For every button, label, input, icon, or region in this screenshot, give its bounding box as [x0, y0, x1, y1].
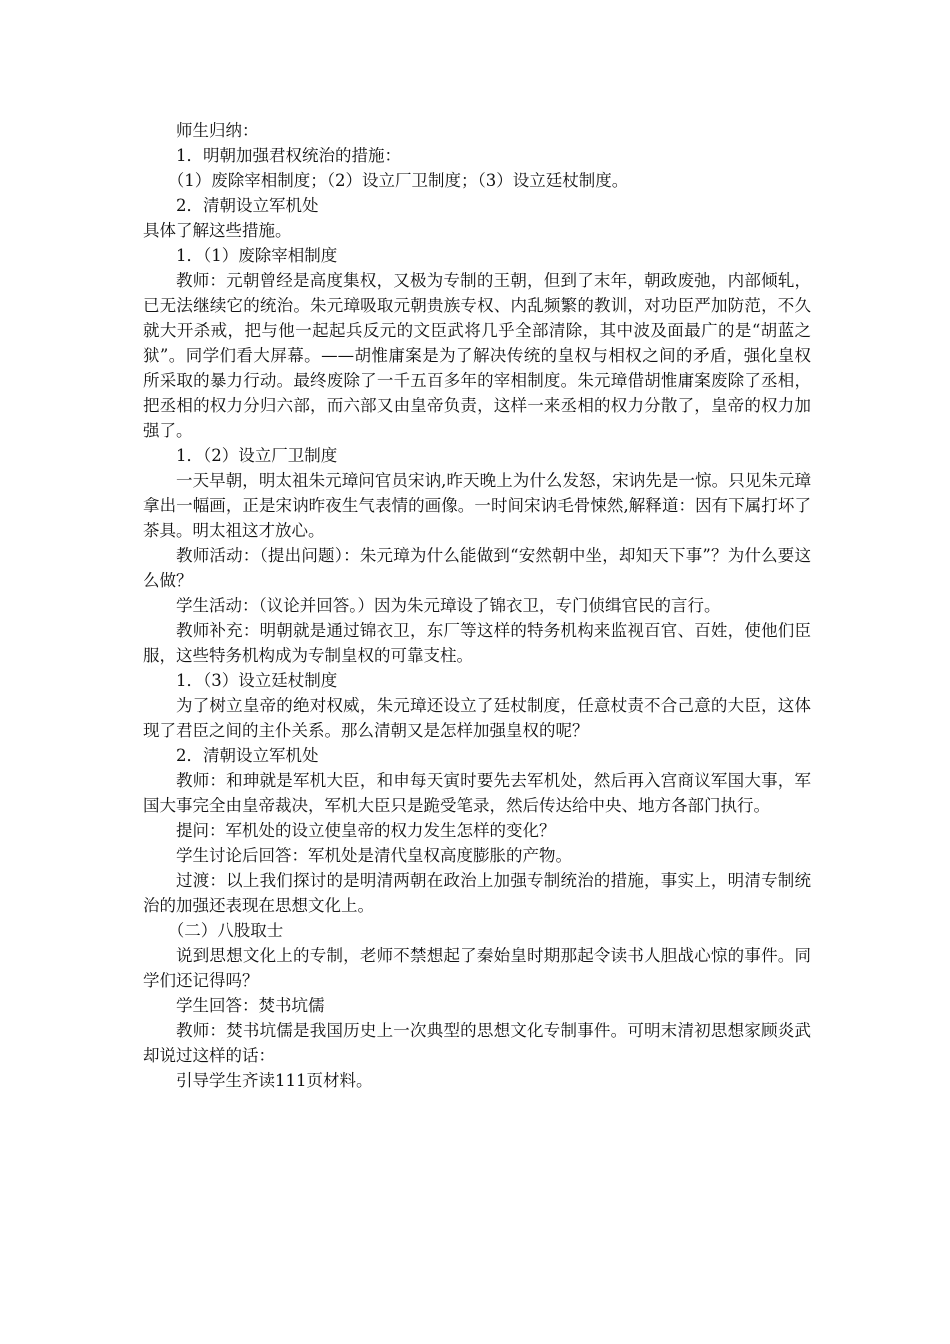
paragraph-transition: 过渡：以上我们探讨的是明清两朝在政治上加强专制统治的措施，事实上，明清专制统治的加强还表现在思想文化上。 — [143, 871, 811, 915]
summary-label: 师生归纳： — [176, 121, 259, 140]
paragraph-student-reply: 学生回答：焚书坑儒 — [176, 996, 325, 1015]
paragraph-question: 提问：军机处的设立使皇帝的权力发生怎样的变化？ — [176, 821, 556, 840]
paragraph-qin-event: 说到思想文化上的专制，老师不禁想起了秦始皇时期那起令读书人胆战心惊的事件。同学们还记得吗？ — [143, 946, 811, 990]
paragraph-teacher-gu-yanwu: 教师：焚书坑儒是我国历史上一次典型的思想文化专制事件。可明末清初思想家顾炎武却说过这样的话： — [143, 1021, 811, 1065]
ming-measures-list: （1）废除宰相制度；（2）设立厂卫制度；（3）设立廷杖制度。 — [167, 171, 629, 190]
section-baguqushi: （二）八股取士 — [167, 921, 284, 940]
paragraph-teacher-question: 教师活动：（提出问题）：朱元璋为什么能做到“安然朝中坐，却知天下事”？为什么要这么做？ — [143, 546, 811, 590]
section-abolish-chancellor: 1．（1）废除宰相制度 — [176, 246, 338, 265]
paragraph-song-ne-story: 一天早朝，明太祖朱元璋问官员宋讷,昨天晚上为什么发怒，宋讷先是一惊。只见朱元璋拿出一幅画，正是宋讷昨夜生气表情的画像。一时间宋讷毛骨悚然,解释道：因有下属打坏了茶具。明太祖这才放心。 — [143, 471, 811, 540]
qing-junjichu-heading: 2．清朝设立军机处 — [176, 196, 319, 215]
paragraph-student-answer: 学生活动：（议论并回答。）因为朱元璋设了锦衣卫，专门侦缉官民的言行。 — [176, 596, 721, 615]
section-changwei: 1．（2）设立厂卫制度 — [176, 446, 338, 465]
section-tingzhang: 1．（3）设立廷杖制度 — [176, 671, 338, 690]
paragraph-heshen: 教师：和珅就是军机大臣，和申每天寅时要先去军机处，然后再入宫商议军国大事，军国大事完全由皇帝裁决，军机大臣只是跪受笔录，然后传达给中央、地方各部门执行。 — [143, 771, 811, 815]
paragraph-student-discussion: 学生讨论后回答：军机处是清代皇权高度膨胀的产物。 — [176, 846, 572, 865]
paragraph-tingzhang: 为了树立皇帝的绝对权威，朱元璋还设立了廷杖制度，任意杖责不合己意的大臣，这体现了君臣之间的主仆关系。那么清朝又是怎样加强皇权的呢？ — [143, 696, 811, 740]
paragraph-teacher-yuan: 教师：元朝曾经是高度集权，又极为专制的王朝，但到了末年，朝政废弛，内部倾轧，已无法继续它的统治。朱元璋吸取元朝贵族专权、内乱频繁的教训，对功臣严加防范，不久就大开杀戒，把与他一起起兵反元的文臣武将几乎全部清除，其中波及面最广的是“胡蓝之狱”。同学们看大屏幕。——胡惟庸案是为了解决传统的皇权与相权之间的矛盾，强化皇权所采取的暴力行动。最终废除了一千五百多年的宰相制度。朱元璋借胡惟庸案废除了丞相，把丞相的权力分归六部，而六部又由皇帝负责，这样一来丞相的权力分散了，皇帝的权力加强了。 — [143, 271, 811, 440]
paragraph-reading-guide: 引导学生齐读111页材料。 — [176, 1071, 373, 1090]
intro-line: 具体了解这些措施。 — [143, 221, 292, 240]
document-body — [143, 118, 811, 1093]
ming-measures-heading: 1．明朝加强君权统治的措施： — [176, 146, 401, 165]
paragraph-teacher-supplement: 教师补充：明朝就是通过锦衣卫，东厂等这样的特务机构来监视百官、百姓，使他们臣服，这些特务机构成为专制皇权的可靠支柱。 — [143, 621, 811, 665]
section-junjichu: 2．清朝设立军机处 — [176, 746, 319, 765]
